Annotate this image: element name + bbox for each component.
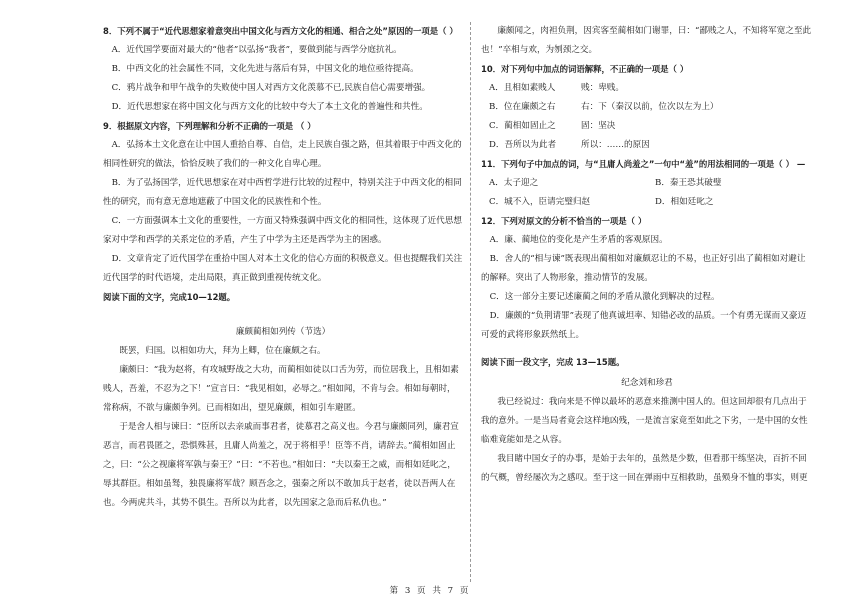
q10-option-a: A．且相如素贱人 贱：卑贱。 xyxy=(489,83,624,93)
question-11: 11．下列句子中加点的词，与“且庸人尚羞之”一句中“羞”的用法相同的一项是（ ） — xyxy=(481,159,806,169)
q10-option-c: C．蔺相如固止之 固：坚决 xyxy=(489,121,616,131)
right-column xyxy=(481,22,813,488)
q8-option-d: D．近代思想家在将中国文化与西方文化的比较中夸大了本土文化的普遍性和共性。 xyxy=(111,102,428,112)
q9-option-d: D．文章肯定了近代国学在重拾中国人对本土文化的信心方面的积极意义。但也提醒我们关注近代国学的时代语境，走出局限，真正做到重视传统文化。 xyxy=(103,254,463,283)
passage-paragraph: 既罢，归国。以相如功大，拜为上卿，位在廉颇之右。 xyxy=(119,346,326,356)
q9-option-a: A．弘扬本土文化意在让中国人重拾自尊、自信，走上民族自强之路，但其着眼于中西文化的相同性研究的做法，恰恰反映了我们的一种文化自卑心理。 xyxy=(103,140,462,169)
q10-option-d: D．吾所以为此者 所以：……的原因 xyxy=(489,140,650,150)
column-divider xyxy=(470,22,471,582)
passage-paragraph: 廉颇曰：“我为赵将，有攻城野战之大功，而蔺相如徒以口舌为劳，而位居我上，且相如素贱人，吾羞，不忍为之下！”宣言曰：“我见相如，必辱之。”相如闻，不肯与会。相如每朝时，常称病，不欲与廉颇争列。已而相如出，望见廉颇，相如引车避匿。 xyxy=(103,365,459,413)
q10-option-b: B．位在廉颇之右 右：下（秦汉以前，位次以左为上） xyxy=(489,102,719,112)
left-column xyxy=(103,22,463,513)
passage-title-lian-po: 廉颇蔺相如列传（节选） xyxy=(235,327,331,337)
q9-option-b: B．为了弘扬国学，近代思想家在对中西哲学进行比较的过程中，特别关注于中西文化的相同性的研究，而有意无意地遮蔽了中国文化的民族性和个性。 xyxy=(103,178,462,207)
q12-option-d: D．廉颇的“负荆请罪”表现了他真诚坦率、知错必改的品质。一个有勇无谋而又豪迈可爱的武将形象跃然纸上。 xyxy=(481,311,807,340)
q9-option-c: C．一方面强调本土文化的重要性，一方面又特殊强调中西文化的相同性，这体现了近代思想家对中学和西学的关系定位的矛盾，产生了中学为主还是西学为主的困惑。 xyxy=(103,216,462,245)
q11-option-a: A．太子迎之 xyxy=(489,178,539,188)
question-8: 8．下列不属于“近代思想家着意突出中国文化与西方文化的相通、相合之处”原因的一项是（ ） xyxy=(103,26,458,36)
page-number-footer: 第 3 页 共 7 页 xyxy=(389,586,471,596)
q11-option-c: C．城不入，臣请完璧归赵 xyxy=(489,197,591,207)
passage-title-liu-hezhen: 纪念刘和珍君 xyxy=(621,378,673,388)
q11-option-d: D．相如廷叱之 xyxy=(655,197,714,207)
passage-ending: 廉颇闻之，肉袒负荆，因宾客至蔺相如门谢罪，曰：“鄙贱之人，不知将军宽之至此也！”卒相与欢，为刎颈之交。 xyxy=(481,26,812,55)
question-9: 9．根据原文内容，下列理解和分析不正确的一项是 （ ） xyxy=(103,121,316,131)
q8-option-c: C．鸦片战争和甲午战争的失败使中国人对西方文化羡慕不已,民族自信心需要增强。 xyxy=(111,83,431,93)
q11-dash: — xyxy=(796,159,806,169)
q12-option-b: B．舍人的“相与谏”既表现出蔺相如对廉颇忍让的不易，也正好引出了蔺相如对避让的解释。突出了人物形象，推动情节的发展。 xyxy=(481,254,806,283)
question-12: 12．下列对原文的分析不恰当的一项是（ ） xyxy=(481,216,647,226)
q11-options-row-1 xyxy=(481,174,813,193)
reading-instruction-10-12: 阅读下面的文字，完成10—12题。 xyxy=(103,292,236,302)
q12-option-c: C．这一部分主要记述廉蔺之间的矛盾从激化到解决的过程。 xyxy=(489,292,720,302)
question-10: 10．对下列句中加点的词语解释，不正确的一项是（ ） xyxy=(481,64,689,74)
q11-option-b: B．秦王恐其破璧 xyxy=(655,178,722,188)
passage-paragraph: 我已经说过：我向来是不惮以最坏的恶意来推测中国人的。但这回却很有几点出于我的意外。一是当局者竟会这样地凶残，一是流言家竟至如此之下劣，一是中国的女性临难竟能如是之从容。 xyxy=(481,397,808,445)
q8-option-b: B．中西文化的社会属性不同，文化先进与落后有异，中国文化的地位亟待提高。 xyxy=(111,64,419,74)
passage-paragraph: 于是舍人相与谏曰：“臣所以去亲戚而事君者，徒慕君之高义也。今君与廉颇同列，廉君宣恶言，而君畏匿之，恐惧殊甚，且庸人尚羞之，况于将相乎！臣等不肖，请辞去。”蔺相如固止之，曰：“公之视廉将军孰与秦王？”曰：“不若也。”相如曰：“夫以秦王之威，而相如廷叱之，辱其群臣。相如虽驽，独畏廉将军哉？顾吾念之，强秦之所以不敢加兵于赵者，徒以吾两人在也。今两虎共斗，其势不俱生。吾所以为此者，以先国家之急而后私仇也。” xyxy=(103,422,459,508)
q11-options-row-2 xyxy=(481,193,813,212)
q12-option-a: A．廉、蔺地位的变化是产生矛盾的客观原因。 xyxy=(489,235,668,245)
reading-instruction-13-15: 阅读下面一段文字，完成 13—15题。 xyxy=(481,357,625,367)
q8-option-a: A．近代国学要面对最大的“他者”以弘扬“我者”，要做到能与西学分庭抗礼。 xyxy=(111,45,402,55)
passage-paragraph: 我目睹中国女子的办事，是始于去年的，虽然是少数，但看那干练坚决，百折不回的气概，曾经屡次为之感叹。至于这一回在弹雨中互相救助，虽殒身不恤的事实，则更 xyxy=(481,454,808,483)
